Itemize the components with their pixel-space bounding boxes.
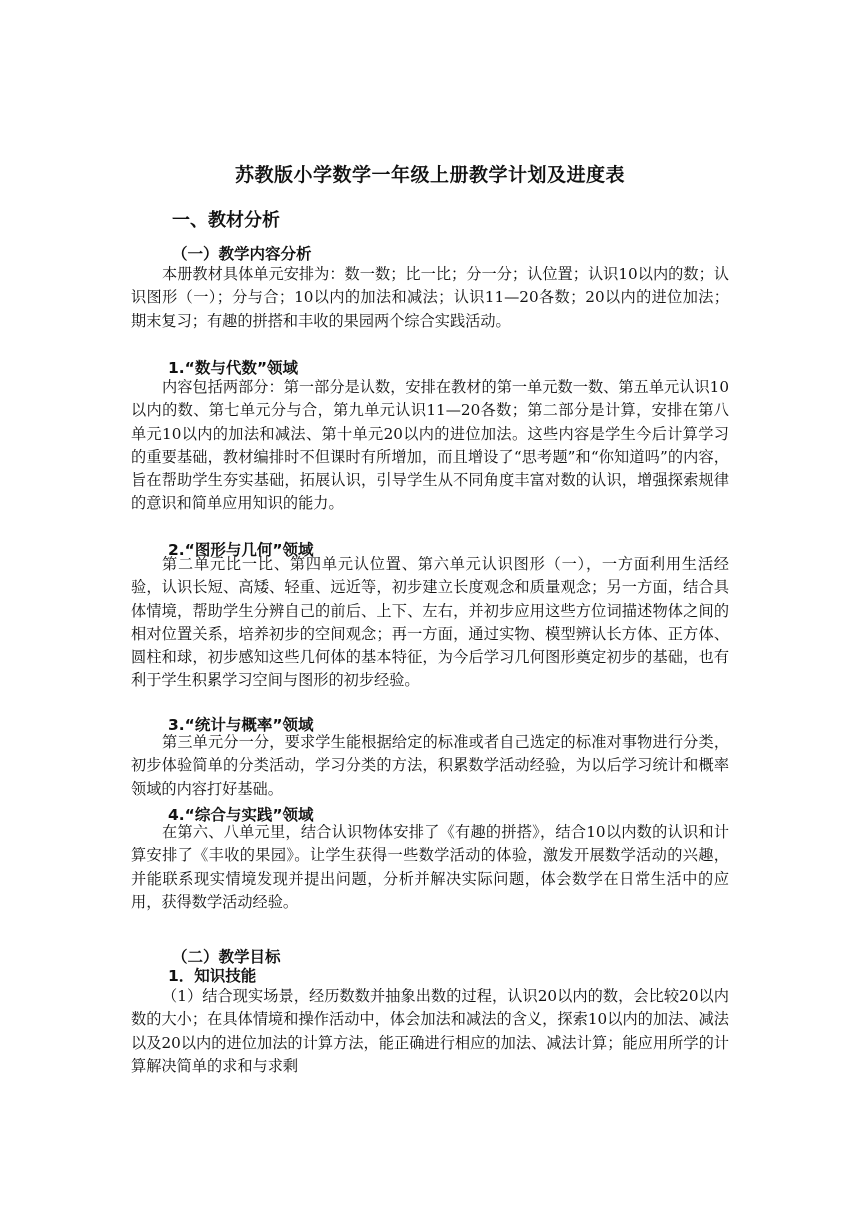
subsection-heading-content-analysis: （一）教学内容分析 [172,245,312,263]
paragraph-geometry: 第二单元比一比、第四单元认位置、第六单元认识图形（一），一方面利用生活经验，认识长短、高矮、轻重、远近等，初步建立长度观念和质量观念；另一方面，结合具体情境，帮助学生分辨自己的前后、上下、左右，并初步应用这些方位词描述物体之间的相对位置关系，培养初步的空间观念；再一方面，通过实物、模型辨认长方体、正方体、圆柱和球，初步感知这些几何体的基本特征，为今后学习几何图形奠定初步的基础，也有利于学生积累学习空间与图形的初步经验。 [131,555,729,690]
area-heading-geometry: 2.“图形与几何”领域 [168,541,314,559]
document-title: 苏教版小学数学一年级上册教学计划及进度表 [234,164,625,186]
paragraph-practice: 在第六、八单元里，结合认识物体安排了《有趣的拼搭》，结合10以内数的认识和计算安排了《丰收的果园》。让学生获得一些数学活动的体验，激发开展数学活动的兴趣，并能联系现实情境发现并提出问题，分析并解决实际问题，体会数学在日常生活中的应用，获得数学活动经验。 [131,823,729,911]
paragraph-statistics: 第三单元分一分，要求学生能根据给定的标准或者自己选定的标准对事物进行分类，初步体验简单的分类活动，学习分类的方法，积累数学活动经验，为以后学习统计和概率领域的内容打好基础。 [131,733,729,798]
subsection-heading-teaching-goals: （二）教学目标 [172,948,281,966]
goal-heading-knowledge-skills: 1．知识技能 [168,967,257,985]
paragraph-intro: 本册教材具体单元安排为：数一数；比一比；分一分；认位置；认识10以内的数；认识图形（一）；分与合；10以内的加法和减法；认识11—20各数；20以内的进位加法；期末复习；有趣的拼搭和丰收的果园两个综合实践活动。 [131,265,729,330]
paragraph-number-algebra: 内容包括两部分：第一部分是认数，安排在教材的第一单元数一数、第五单元认识10以内的数、第七单元分与合，第九单元认识11—20各数；第二部分是计算，安排在第八单元10以内的加法和减法、第十单元20以内的进位加法。这些内容是学生今后计算学习的重要基础，教材编排时不但课时有所增加，而且增设了“思考题”和“你知道吗”的内容，旨在帮助学生夯实基础，拓展认识，引导学生从不同角度丰富对数的认识，增强探索规律的意识和简单应用知识的能力。 [131,378,729,513]
paragraph-knowledge-skills: （1）结合现实场景，经历数数并抽象出数的过程，认识20以内的数，会比较20以内数的大小；在具体情境和操作活动中，体会加法和减法的含义，探索10以内的加法、减法以及20以内的进位加法的计算方法，能正确进行相应的加法、减法计算；能应用所学的计算解决简单的求和与求剩 [131,987,729,1075]
area-heading-number-algebra: 1.“数与代数”领域 [168,359,299,377]
section-heading-textbook-analysis: 一、教材分析 [172,210,280,231]
area-heading-statistics: 3.“统计与概率”领域 [168,716,314,734]
area-heading-practice: 4.“综合与实践”领域 [168,806,314,824]
